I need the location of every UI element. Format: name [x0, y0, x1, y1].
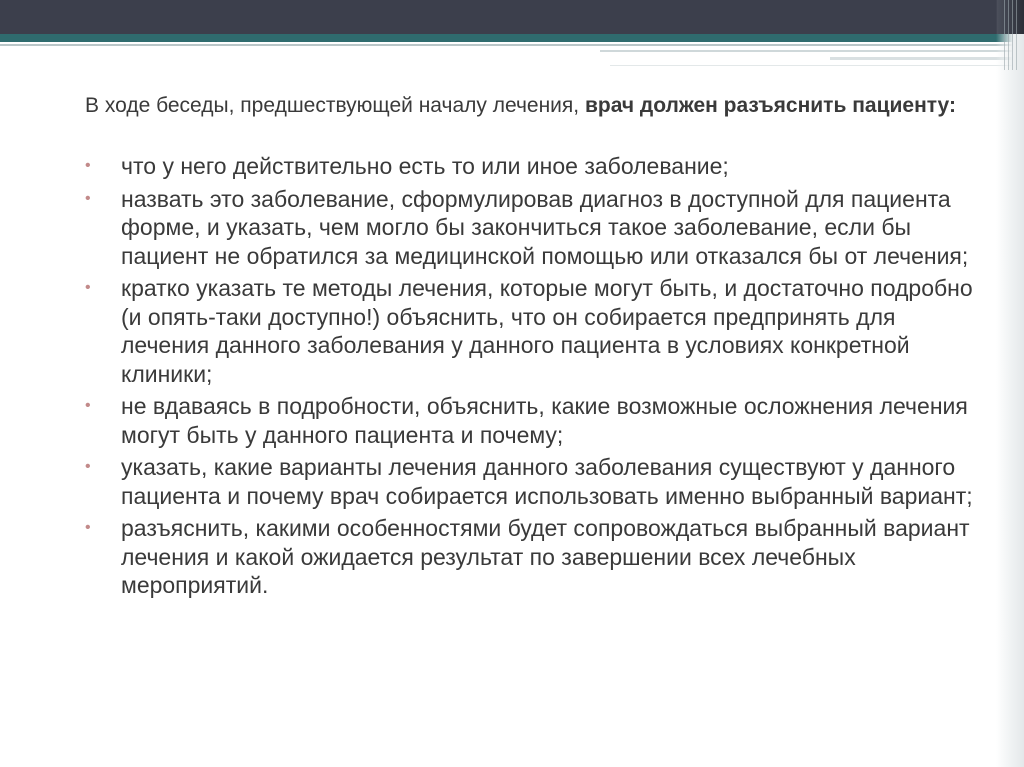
- list-item-text: разъяснить, какими особенностями будет сопровождаться выбранный вариант лечения и какой ожидается результат по завершении всех лечебных мероприятий.: [121, 515, 970, 598]
- slide-content: [85, 92, 975, 604]
- bullet-icon: •: [85, 189, 91, 207]
- list-item-text: не вдаваясь в подробности, объяснить, какие возможные осложнения лечения могут быть у данного пациента и почему;: [121, 393, 968, 448]
- bullet-icon: •: [85, 397, 91, 414]
- right-edge-shade: [996, 0, 1024, 767]
- header-band-teal: [0, 34, 1024, 42]
- list-item: [85, 514, 975, 600]
- header-accent-line: [830, 57, 1024, 60]
- bullet-list: [85, 152, 975, 600]
- list-item: [85, 152, 975, 181]
- bullet-icon: •: [85, 279, 91, 296]
- list-item: [85, 185, 975, 271]
- list-item: [85, 453, 975, 510]
- header-accent-line: [600, 50, 1024, 52]
- header-band-dark: [0, 0, 1024, 34]
- intro-text: В ходе беседы, предшествующей началу лечения,: [85, 94, 585, 117]
- right-edge-stripes: [1004, 0, 1018, 70]
- bullet-icon: •: [85, 157, 91, 174]
- intro-paragraph: [85, 92, 975, 120]
- list-item-text: кратко указать те методы лечения, которые могут быть, и достаточно подробно (и опять-таки доступно!) объяснить, что он собирается предпринять для лечения данного заболевания у данного пациента в условиях конкретной клиники;: [121, 275, 973, 387]
- header-accent-line: [610, 65, 1024, 66]
- list-item-text: указать, какие варианты лечения данного заболевания существуют у данного пациента и почему врач собирается использовать именно выбранный вариант;: [121, 454, 973, 509]
- list-item: [85, 392, 975, 449]
- header-accent-line: [0, 44, 1024, 46]
- intro-bold-text: врач должен разъяснить пациенту:: [584, 94, 956, 117]
- list-item: [85, 274, 975, 388]
- bullet-icon: •: [85, 519, 91, 536]
- list-item-text: что у него действительно есть то или иное заболевание;: [121, 153, 729, 179]
- bullet-icon: •: [85, 458, 91, 475]
- list-item-text: назвать это заболевание, сформулировав диагноз в доступной для пациента форме, и указать, чем могло бы закончиться такое заболевание, если бы пациент не обратился за медицинской помощью или отказался бы от лечения;: [121, 185, 969, 269]
